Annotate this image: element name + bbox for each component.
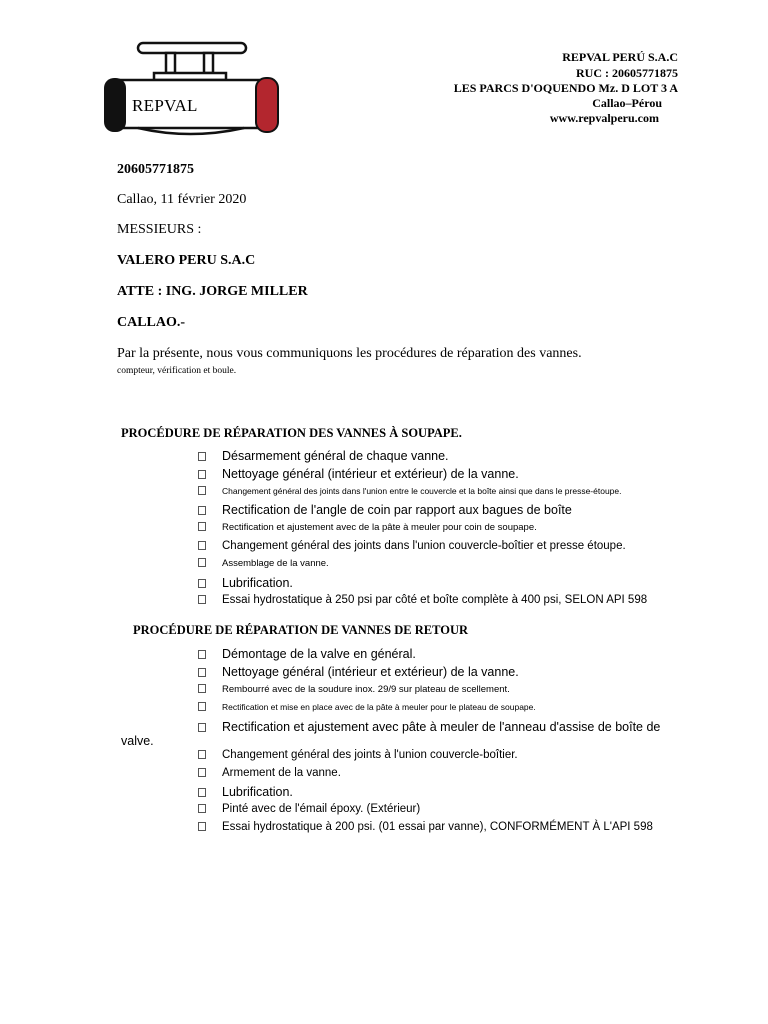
- checklist-item: Assemblage de la vanne.: [198, 558, 329, 569]
- checklist-item: Rembourré avec de la soudure inox. 29/9 sur plateau de scellement.: [198, 684, 510, 695]
- checkbox-icon: [198, 804, 206, 813]
- checkbox-icon: [198, 579, 206, 588]
- checkbox-icon: [198, 595, 206, 604]
- checklist-item: Lubrification.: [198, 576, 293, 590]
- checkbox-icon: [198, 750, 206, 759]
- intro-subline: compteur, vérification et boule.: [117, 366, 237, 376]
- checklist-item: Essai hydrostatique à 200 psi. (01 essai par vanne), CONFORMÉMENT À L'API 598: [198, 821, 653, 833]
- recipient-company: VALERO PERU S.A.C: [117, 253, 256, 268]
- salutation: MESSIEURS :: [117, 222, 202, 237]
- intro-paragraph: Par la présente, nous vous communiquons les procédures de réparation des vannes.: [117, 346, 582, 361]
- checkbox-icon: [198, 452, 206, 461]
- checklist-item: Essai hydrostatique à 250 psi par côté et boîte complète à 400 psi, SELON API 598: [198, 594, 647, 606]
- checklist-item-continuation: valve.: [121, 734, 154, 748]
- checkbox-icon: [198, 522, 206, 531]
- letter-date: Callao, 11 février 2020: [117, 192, 247, 207]
- checklist-item: Rectification de l'angle de coin par rapport aux bagues de boîte: [198, 503, 572, 517]
- checkbox-icon: [198, 684, 206, 693]
- checkbox-icon: [198, 723, 206, 732]
- company-website[interactable]: www.repvalperu.com: [549, 111, 659, 125]
- checkbox-icon: [198, 768, 206, 777]
- checklist-item: Nettoyage général (intérieur et extérieur) de la vanne.: [198, 665, 519, 679]
- checkbox-icon: [198, 668, 206, 677]
- checkbox-icon: [198, 541, 206, 550]
- checklist-item: Changement général des joints à l'union couvercle-boîtier.: [198, 749, 518, 761]
- checkbox-icon: [198, 822, 206, 831]
- section-title-check-valves: PROCÉDURE DE RÉPARATION DE VANNES DE RETOUR: [133, 623, 469, 637]
- checklist-item: Changement général des joints dans l'union entre le couvercle et la boîte ainsi que dans le presse-étoupe.: [198, 486, 622, 496]
- checklist-item: Armement de la vanne.: [198, 767, 341, 779]
- checkbox-icon: [198, 486, 206, 495]
- checklist-item: Lubrification.: [198, 785, 293, 799]
- checkbox-icon: [198, 470, 206, 479]
- checklist-item: Pinté avec de l'émail époxy. (Extérieur): [198, 803, 420, 815]
- checklist-item: Changement général des joints dans l'union couvercle-boîtier et presse étoupe.: [198, 540, 626, 552]
- checkbox-icon: [198, 558, 206, 567]
- checklist-item: Démontage de la valve en général.: [198, 647, 416, 661]
- checkbox-icon: [198, 650, 206, 659]
- checkbox-icon: [198, 788, 206, 797]
- checkbox-icon: [198, 506, 206, 515]
- checklist-item: Nettoyage général (intérieur et extérieur) de la vanne.: [198, 467, 519, 481]
- section-title-globe-valves: PROCÉDURE DE RÉPARATION DES VANNES À SOUPAPE.: [121, 426, 462, 440]
- checklist-item: Rectification et ajustement avec pâte à meuler de l'anneau d'assise de boîte de: [198, 720, 660, 734]
- checkbox-icon: [198, 702, 206, 711]
- checklist-item: Rectification et ajustement avec de la pâte à meuler pour coin de soupape.: [198, 522, 537, 533]
- company-logo: [98, 40, 284, 138]
- checklist-item: Rectification et mise en place avec de la pâte à meuler pour le plateau de soupape.: [198, 702, 536, 712]
- company-ruc: RUC : 20605771875: [576, 66, 678, 80]
- checklist-item: Désarmement général de chaque vanne.: [198, 449, 449, 463]
- valve-logo-graphic: [98, 40, 284, 138]
- attention-line: ATTE : ING. JORGE MILLER: [117, 284, 308, 299]
- company-address: LES PARCS D'OQUENDO Mz. D LOT 3 A: [453, 81, 678, 95]
- logo-text: REPVAL: [132, 96, 198, 115]
- reference-number: 20605771875: [117, 162, 194, 177]
- recipient-location: CALLAO.-: [117, 315, 186, 330]
- company-city: Callao–Pérou: [592, 96, 662, 110]
- company-name: REPVAL PERÚ S.A.C: [562, 50, 678, 64]
